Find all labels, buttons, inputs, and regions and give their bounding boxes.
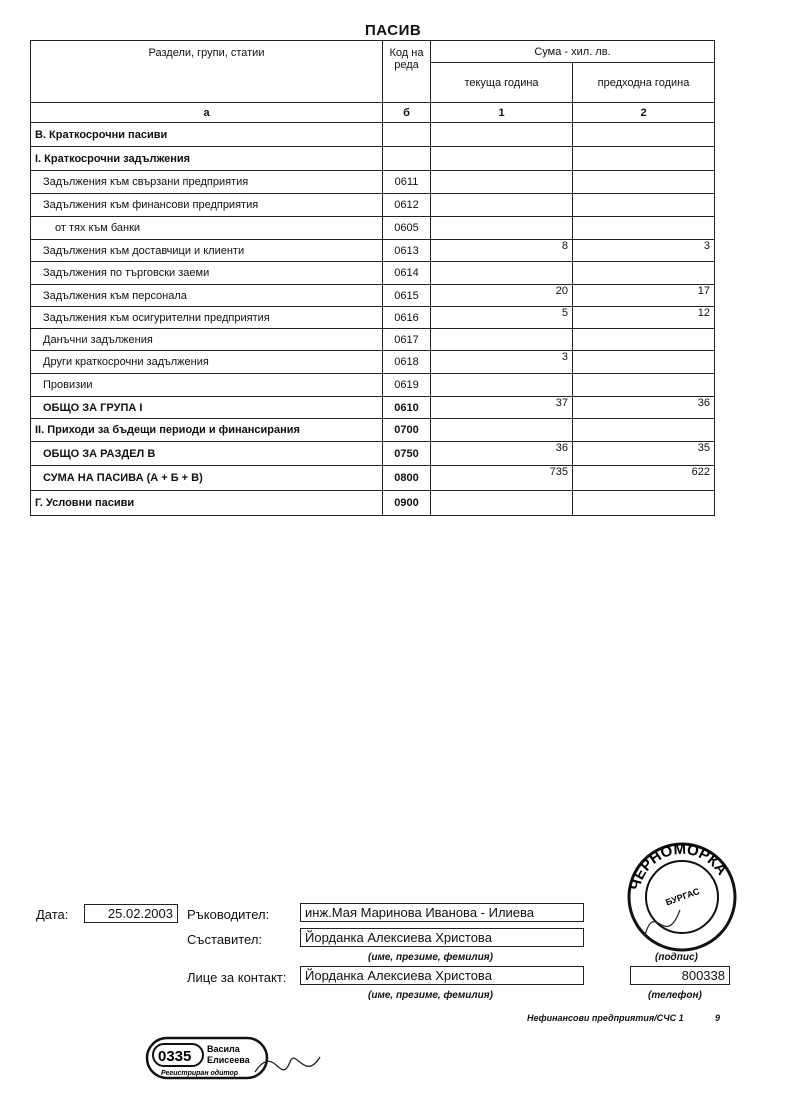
liabilities-table (30, 40, 715, 516)
row-current-year: 37 (431, 397, 573, 419)
date-field: 25.02.2003 (84, 904, 178, 923)
header-code: Код на реда (383, 41, 431, 103)
row-current-year (431, 194, 573, 217)
row-current-year (431, 329, 573, 351)
row-label: Задължения към доставчици и клиенти (31, 240, 383, 262)
row-code: 0614 (383, 262, 431, 285)
contact-label: Лице за контакт: (187, 970, 287, 985)
table-row (31, 240, 715, 262)
table-row (31, 419, 715, 442)
row-previous-year: 622 (573, 466, 715, 491)
row-current-year (431, 171, 573, 194)
row-code (383, 123, 431, 147)
row-code: 0613 (383, 240, 431, 262)
row-label: В. Краткосрочни пасиви (31, 123, 383, 147)
row-label: Данъчни задължения (31, 329, 383, 351)
row-current-year: 20 (431, 285, 573, 307)
row-code: 0619 (383, 374, 431, 397)
page-title: ПАСИВ (365, 22, 422, 39)
row-code (383, 147, 431, 171)
row-code: 0800 (383, 466, 431, 491)
header-sections: Раздели, групи, статии (31, 41, 383, 103)
page-number: 9 (715, 1013, 721, 1023)
row-label: I. Краткосрочни задължения (31, 147, 383, 171)
row-label: Задължения към персонала (31, 285, 383, 307)
auditor-name-1: Васила (207, 1044, 240, 1054)
compiler-label: Съставител: (187, 932, 263, 947)
row-current-year (431, 419, 573, 442)
table-row (31, 329, 715, 351)
table-row (31, 194, 715, 217)
row-current-year: 735 (431, 466, 573, 491)
header-index-1: 1 (431, 103, 573, 123)
header-previous-year: предходна година (573, 63, 715, 103)
auditor-number: 0335 (158, 1048, 192, 1065)
table-row (31, 397, 715, 419)
row-label: СУМА НА ПАСИВА (А + Б + В) (31, 466, 383, 491)
row-current-year: 36 (431, 442, 573, 466)
row-label: Други краткосрочни задължения (31, 351, 383, 374)
row-current-year (431, 217, 573, 240)
company-stamp (625, 840, 740, 955)
row-previous-year (573, 262, 715, 285)
row-code: 0610 (383, 397, 431, 419)
stamp-text: ЧЕРНОМОРКА (626, 840, 731, 893)
phone-field: 800338 (630, 966, 730, 985)
row-previous-year (573, 374, 715, 397)
table-row (31, 351, 715, 374)
row-code: 0618 (383, 351, 431, 374)
manager-field: инж.Мая Маринова Иванова - Илиева (300, 903, 584, 922)
auditor-stamp (145, 1032, 330, 1092)
header-index-2: 2 (573, 103, 715, 123)
table-row (31, 307, 715, 329)
row-code: 0611 (383, 171, 431, 194)
row-label: от тях към банки (31, 217, 383, 240)
row-previous-year: 17 (573, 285, 715, 307)
row-previous-year: 3 (573, 240, 715, 262)
row-previous-year (573, 491, 715, 516)
compiler-field: Йорданка Алексиева Христова (300, 928, 584, 947)
row-current-year: 5 (431, 307, 573, 329)
row-previous-year (573, 217, 715, 240)
row-previous-year (573, 147, 715, 171)
contact-field: Йорданка Алексиева Христова (300, 966, 584, 985)
row-current-year (431, 147, 573, 171)
row-label: Провизии (31, 374, 383, 397)
manager-label: Ръководител: (187, 907, 270, 922)
row-label: Г. Условни пасиви (31, 491, 383, 516)
auditor-caption: Регистриран одитор (161, 1070, 239, 1077)
row-current-year (431, 123, 573, 147)
row-previous-year (573, 351, 715, 374)
row-previous-year (573, 419, 715, 442)
row-previous-year (573, 194, 715, 217)
phone-hint: (телефон) (648, 990, 702, 1001)
row-previous-year: 35 (573, 442, 715, 466)
row-label: Задължения по търговски заеми (31, 262, 383, 285)
row-code: 0750 (383, 442, 431, 466)
name-hint-2: (име, презиме, фемилия) (368, 990, 493, 1001)
row-code: 0616 (383, 307, 431, 329)
row-code: 0617 (383, 329, 431, 351)
header-current-year: текуща година (431, 63, 573, 103)
row-code: 0615 (383, 285, 431, 307)
row-previous-year (573, 171, 715, 194)
header-index-b: б (383, 103, 431, 123)
table-row (31, 285, 715, 307)
table-row (31, 147, 715, 171)
table-row (31, 171, 715, 194)
stamp-city: БУРГАС (664, 886, 701, 908)
row-code: 0900 (383, 491, 431, 516)
table-row (31, 217, 715, 240)
row-label: II. Приходи за бъдещи периоди и финансирания (31, 419, 383, 442)
row-current-year: 3 (431, 351, 573, 374)
row-label: Задължения към осигурителни предприятия (31, 307, 383, 329)
header-index-a: а (31, 103, 383, 123)
row-code: 0612 (383, 194, 431, 217)
table-row (31, 466, 715, 491)
row-previous-year (573, 329, 715, 351)
table-row (31, 374, 715, 397)
signature-hint: (подпис) (655, 952, 698, 963)
table-row (31, 262, 715, 285)
row-current-year (431, 491, 573, 516)
row-current-year (431, 262, 573, 285)
table-row (31, 123, 715, 147)
name-hint-1: (име, презиме, фемилия) (368, 952, 493, 963)
date-label: Дата: (36, 907, 69, 922)
row-label: ОБЩО ЗА РАЗДЕЛ В (31, 442, 383, 466)
table-row (31, 491, 715, 516)
auditor-name-2: Елисеева (207, 1055, 250, 1065)
row-label: Задължения към свързани предприятия (31, 171, 383, 194)
row-previous-year: 36 (573, 397, 715, 419)
header-sum: Сума - хил. лв. (431, 41, 715, 63)
row-code: 0700 (383, 419, 431, 442)
row-label: ОБЩО ЗА ГРУПА I (31, 397, 383, 419)
row-current-year (431, 374, 573, 397)
table-body (31, 123, 715, 516)
row-previous-year (573, 123, 715, 147)
row-previous-year: 12 (573, 307, 715, 329)
table-row (31, 442, 715, 466)
row-label: Задължения към финансови предприятия (31, 194, 383, 217)
row-code: 0605 (383, 217, 431, 240)
row-current-year: 8 (431, 240, 573, 262)
form-note: Нефинансови предприятия/СЧС 1 (527, 1013, 684, 1023)
